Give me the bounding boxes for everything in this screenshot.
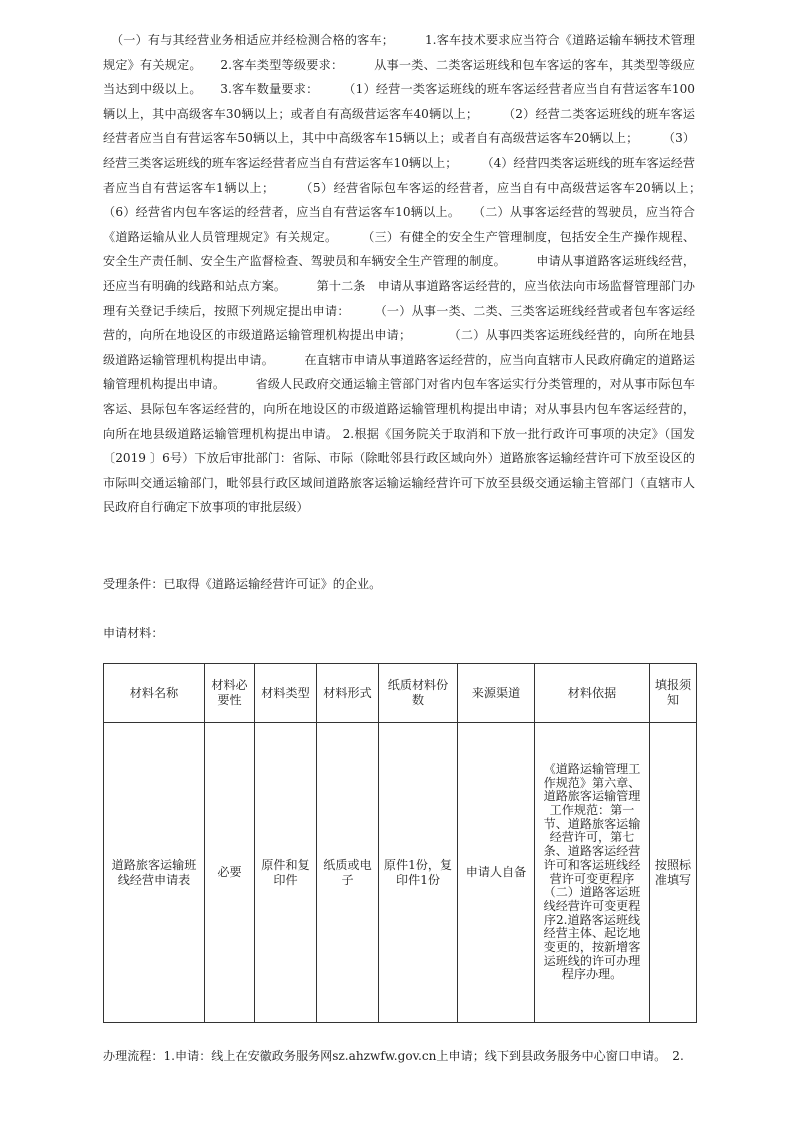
header-material-name: 材料名称 xyxy=(104,664,205,723)
header-material-form: 材料形式 xyxy=(317,664,379,723)
table-header-row xyxy=(104,664,697,723)
materials-table xyxy=(103,663,697,1023)
cell-material-form: 纸质或电子 xyxy=(317,723,379,1023)
materials-heading: 申请材料： xyxy=(103,626,164,640)
table-row xyxy=(104,723,697,1023)
header-material-basis: 材料依据 xyxy=(535,664,650,723)
acceptance-conditions: 受理条件：已取得《道路运输经营许可证》的企业。 xyxy=(103,577,382,591)
requirements-text: （一）有与其经营业务相适应并经检测合格的客车； 1.客车技术要求应当符合《道路运输车辆技术管理规定》有关规定。 2.客车类型等级要求： 从事一类、二类客运班线和包车客运的客车，其类型等级应当达到中级以上。 3.客车数量要求： （1）经营一类客运班线的班车客运经营者应当自有营运客车100辆以上，其中高级客车30辆以上；或者自有高级营运客车40辆以上； （2）经营二类客运班线的班车客运经营者应当自有营运客车50辆以上，其中中高级客车15辆以上；或者自有高级营运客车20辆以上； （3）经营三类客运班线的班车客运经营者应当自有营运客车10辆以上； （4）经营四类客运班线的班车客运经营者应当自有营运客车1辆以上； （5）经营省际包车客运的经营者，应当自有中高级营运客车20辆以上； （6）经营省内包车客运的经营者，应当自有营运客车10辆以上。 （二）从事客运经营的驾驶员，应当符合《道路运输从业人员管理规定》有关规定。 （三）有健全的安全生产管理制度，包括安全生产操作规程、安全生产责任制、安全生产监督检查、驾驶员和车辆安全生产管理的制度。 申请从事道路客运班线经营，还应当有明确的线路和站点方案。 第十二条 申请从事道路客运经营的，应当依法向市场监督管理部门办理有关登记手续后，按照下列规定提出申请： （一）从事一类、二类、三类客运班线经营或者包车客运经营的，向所在地设区的市级道路运输管理机构提出申请； （二）从事四类客运班线经营的，向所在地县级道路运输管理机构提出申请。 在直辖市申请从事道路客运经营的，应当向直辖市人民政府确定的道路运输管理机构提出申请。 省级人民政府交通运输主管部门对省内包车客运实行分类管理的，对从事市际包车客运、县际包车客运经营的，向所在地设区的市级道路运输管理机构提出申请；对从事县内包车客运经营的，向所在地县级道路运输管理机构提出申请。 2.根据《国务院关于取消和下放一批行政许可事项的决定》（国发〔2019 〕6号）下放后审批部门：省际、市际（除毗邻县行政区域向外）道路旅客运输经营许可下放至设区的市际叫交通运输部门，毗邻县行政区域间道路旅客运输运输经营许可下放至县级交通运输主管部门（直辖市人民政府自行确定下放事项的审批层级） xyxy=(103,33,720,515)
header-filling-notes: 填报须知 xyxy=(650,664,697,723)
cell-filling-notes: 按照标准填写 xyxy=(650,723,697,1023)
cell-source-channel: 申请人自备 xyxy=(458,723,535,1023)
header-source-channel: 来源渠道 xyxy=(458,664,535,723)
cell-material-required: 必要 xyxy=(205,723,255,1023)
header-material-required: 材料必要性 xyxy=(205,664,255,723)
process-text: 办理流程：1.申请：线上在安徽政务服务网sz.ahzwfw.gov.cn上申请；线下到县政务服务中心窗口申请。 2. xyxy=(103,1049,684,1063)
header-paper-copies: 纸质材料份数 xyxy=(379,664,458,723)
cell-material-basis: 《道路运输管理工作规范》第六章、道路旅客运输管理工作规范：第一节、道路旅客运输经营许可，第七条、道路客运经营许可和客运班线经营许可变更程序（二）道路客运班线经营许可变更程序2.道路客运班线经营主体、起讫地变更的，按新增客运班线的许可办理程序办理。 xyxy=(535,723,650,1023)
cell-paper-copies: 原件1份，复印件1份 xyxy=(379,723,458,1023)
header-material-type: 材料类型 xyxy=(255,664,317,723)
cell-material-type: 原件和复印件 xyxy=(255,723,317,1023)
cell-material-name: 道路旅客运输班线经营申请表 xyxy=(104,723,205,1023)
